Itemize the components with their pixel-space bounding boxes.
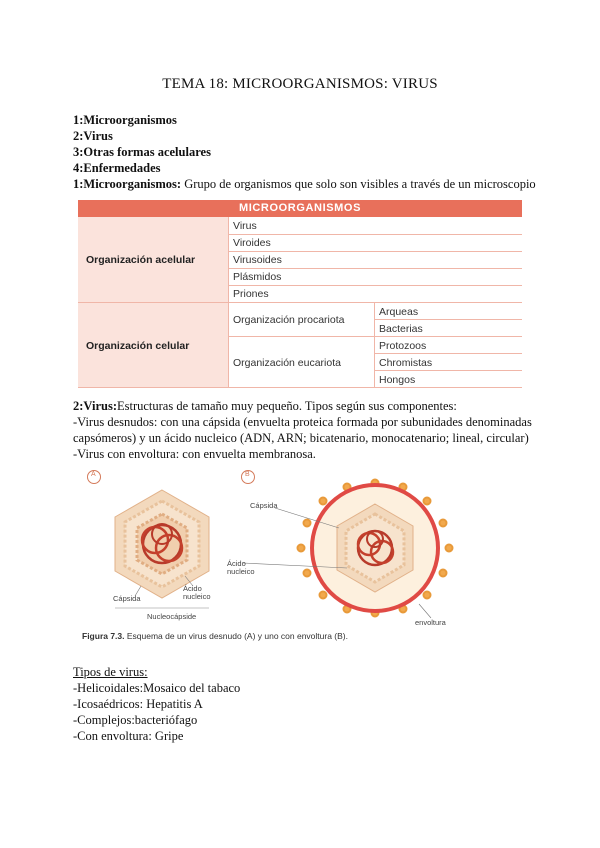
envoltura-label: envoltura bbox=[415, 618, 446, 627]
row-label-acelular: Organización acelular bbox=[78, 217, 228, 302]
index-item: 1:Microorganismos bbox=[73, 113, 177, 127]
section1-paragraph bbox=[73, 176, 536, 192]
table-cell-eucariota: Organización eucariota bbox=[233, 356, 341, 369]
naked-virus bbox=[115, 490, 209, 598]
tipos-item: -Helicoidales:Mosaico del tabaco bbox=[73, 681, 241, 695]
section2-line: capsómeros) y un ácido nucleico (ADN, ARN; bicatenario, monocatenario; lineal, circular) bbox=[73, 431, 529, 445]
capsida-a-label: Cápsida bbox=[113, 594, 141, 603]
tipos-item: -Icosaédricos: Hepatitis A bbox=[73, 697, 203, 711]
tipos-heading: Tipos de virus: bbox=[73, 665, 148, 679]
enveloped-virus bbox=[298, 480, 453, 617]
table-cell: Virusoides bbox=[233, 253, 282, 266]
section2-line: -Virus desnudos: con una cápsida (envuelta proteica formada por subunidades denominadas bbox=[73, 415, 532, 429]
virus-figure bbox=[85, 468, 525, 628]
section2-heading: 2:Virus: bbox=[73, 399, 117, 413]
table-cell: Virus bbox=[233, 219, 257, 232]
section2-text: Estructuras de tamaño muy pequeño. Tipos según sus componentes: bbox=[116, 399, 457, 413]
table-header: MICROORGANISMOS bbox=[78, 200, 522, 217]
table-cell: Priones bbox=[233, 287, 269, 300]
caption-text: Esquema de un virus desnudo (A) y uno con envoltura (B). bbox=[124, 631, 348, 641]
tipos-item: -Con envoltura: Gripe bbox=[73, 729, 184, 743]
nucleocapside-label: Nucleocápside bbox=[147, 612, 197, 621]
capsida-b-label: Cápsida bbox=[250, 501, 278, 510]
table-cell: Hongos bbox=[379, 373, 416, 386]
table-cell: Viroides bbox=[233, 236, 271, 249]
panel-b-label: B bbox=[245, 471, 250, 478]
table-cell-procariota: Organización procariota bbox=[233, 314, 345, 326]
virus-diagram bbox=[85, 468, 525, 628]
section2-line: -Virus con envoltura: con envuelta membranosa. bbox=[73, 447, 316, 461]
acido-a-label: Ácido nucleico bbox=[183, 584, 211, 601]
section1-heading: 1:Microorganismos: bbox=[73, 177, 182, 191]
table-cell: Protozoos bbox=[379, 339, 427, 352]
row-label-celular: Organización celular bbox=[78, 303, 228, 388]
microorganisms-table bbox=[78, 200, 522, 388]
table-cell: Plásmidos bbox=[233, 270, 282, 283]
page-title: TEMA 18: MICROORGANISMOS: VIRUS bbox=[162, 76, 438, 92]
table-cell: Bacterias bbox=[379, 322, 423, 335]
index-item: 4:Enfermedades bbox=[73, 161, 161, 175]
index-item: 2:Virus bbox=[73, 129, 113, 143]
table-cell: Arqueas bbox=[379, 305, 419, 318]
table-cell: Chromistas bbox=[379, 356, 433, 369]
panel-a-label: A bbox=[91, 471, 96, 478]
figure-caption bbox=[82, 631, 348, 641]
acido-b-label: Ácido nucleico bbox=[227, 559, 255, 576]
tipos-item: -Complejos:bacteriófago bbox=[73, 713, 198, 727]
section2-paragraph bbox=[73, 398, 457, 414]
index-item: 3:Otras formas acelulares bbox=[73, 145, 211, 159]
caption-figure-number: Figura 7.3. bbox=[82, 631, 125, 641]
section1-text: Grupo de organismos que solo son visibles a través de un microscopio bbox=[181, 177, 536, 191]
